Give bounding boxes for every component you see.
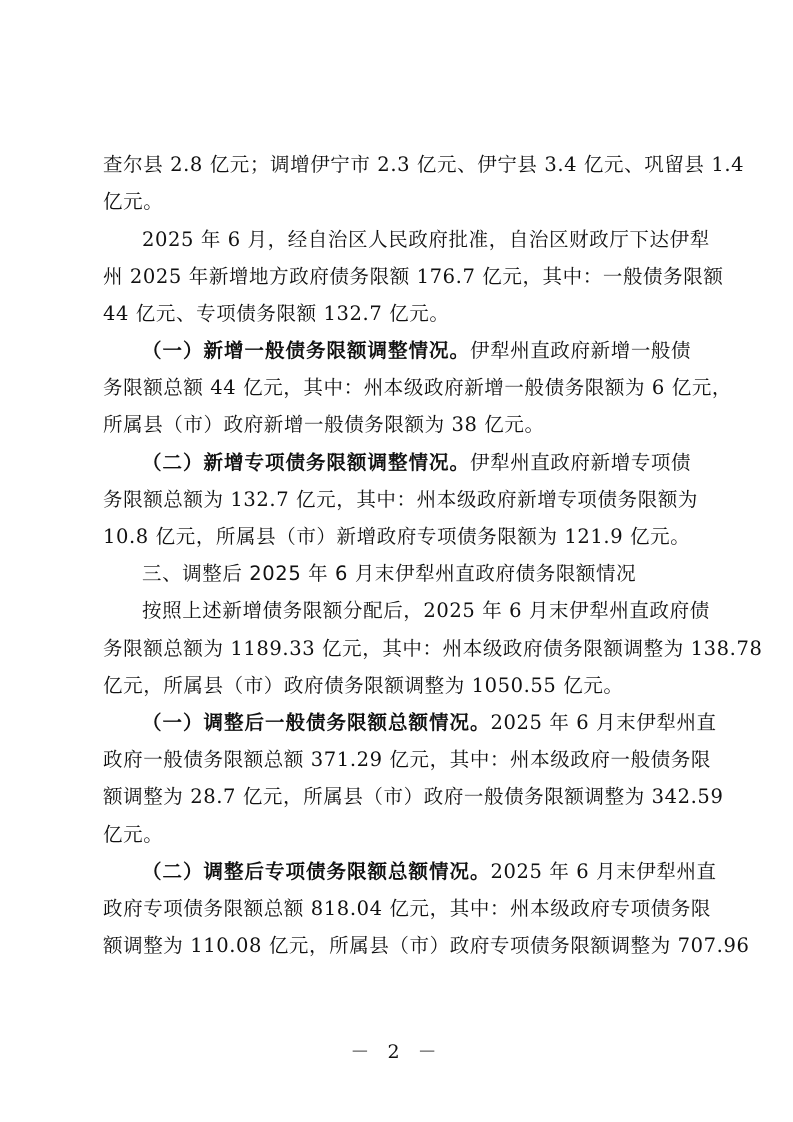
paragraph-line: 亿元。 [103,823,164,846]
section-line [142,445,695,481]
paragraph-line: 所属县（市）政府新增一般债务限额为 38 亿元。 [103,413,545,436]
paragraph-line: 务限额总额 44 亿元，其中：州本级政府新增一般债务限额为 6 亿元， [103,376,733,399]
paragraph-text: 伊犁州直政府新增一般债 [470,339,692,362]
paragraph-text: 2025 年 6 月末伊犁州直 [490,860,717,883]
paragraph-line: 44 亿元、专项债务限额 132.7 亿元。 [103,302,450,325]
subheading: （二）调整后专项债务限额总额情况。 [142,860,491,883]
paragraph-line: 亿元，所属县（市）政府债务限额调整为 1050.55 亿元。 [103,674,624,697]
subheading: （一）新增一般债务限额调整情况。 [142,339,471,362]
paragraph-line: 10.8 亿元，所属县（市）新增政府专项债务限额为 121.9 亿元。 [103,525,691,548]
subheading: （一）调整后一般债务限额总额情况。 [142,711,491,734]
section-line [142,705,717,741]
paragraph-line: 按照上述新增债务限额分配后，2025 年 6 月末伊犁州直政府债 [142,599,710,622]
paragraph-line: 务限额总额为 132.7 亿元，其中：州本级政府新增专项债务限额为 [103,488,699,511]
subheading: （二）新增专项债务限额调整情况。 [142,451,471,474]
paragraph-line: 2025 年 6 月，经自治区人民政府批准，自治区财政厅下达伊犁 [142,228,710,251]
paragraph-line: 州 2025 年新增地方政府债务限额 176.7 亿元，其中：一般债务限额 [103,265,724,288]
paragraph-text: 伊犁州直政府新增专项债 [470,451,692,474]
paragraph-line: 政府专项债务限额总额 818.04 亿元，其中：州本级政府专项债务限 [103,897,712,920]
page-number: － 2 － [350,1041,443,1063]
paragraph-line: 额调整为 28.7 亿元，所属县（市）政府一般债务限额调整为 342.59 [103,785,724,808]
paragraph-line: 亿元。 [103,190,164,213]
paragraph-line: 务限额总额为 1189.33 亿元，其中：州本级政府债务限额调整为 138.78 [103,637,763,660]
paragraph-line: 额调整为 110.08 亿元，所属县（市）政府专项债务限额调整为 707.96 [103,934,750,957]
paragraph-text: 2025 年 6 月末伊犁州直 [490,711,717,734]
section-line [142,333,695,369]
paragraph-line: 查尔县 2.8 亿元；调增伊宁市 2.3 亿元、伊宁县 3.4 亿元、巩留县 1.4 [103,153,745,176]
paragraph-line: 政府一般债务限额总额 371.29 亿元，其中：州本级政府一般债务限 [103,748,712,771]
section-line [142,854,717,890]
section-heading: 三、调整后 2025 年 6 月末伊犁州直政府债务限额情况 [142,562,637,585]
